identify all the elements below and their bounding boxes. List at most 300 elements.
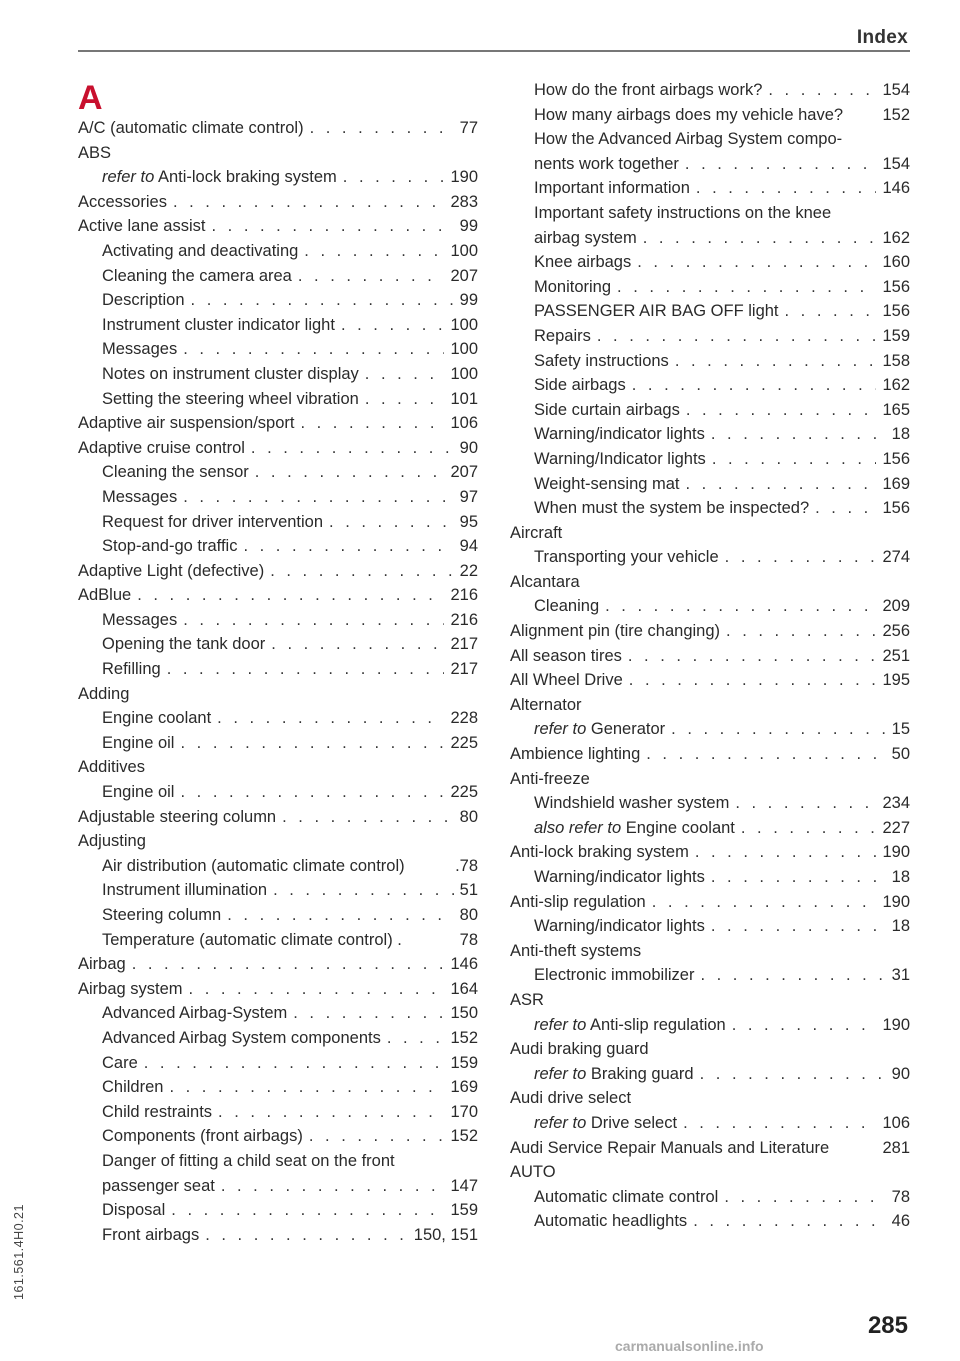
- entry-page-number: 18: [891, 917, 910, 936]
- index-entry: [510, 201, 910, 226]
- index-entry: [78, 1149, 478, 1174]
- leader-dots: [683, 1111, 876, 1136]
- entry-label: [102, 1100, 212, 1125]
- entry-page-number: 146: [882, 179, 910, 198]
- entry-page-number: 147: [450, 1176, 478, 1195]
- entry-label: [510, 1037, 649, 1062]
- entry-label: [510, 644, 622, 669]
- entry-label: [510, 767, 590, 792]
- entry-text: AUTO: [510, 1163, 556, 1182]
- leader-dots: [815, 496, 876, 521]
- index-entry: [78, 854, 478, 879]
- index-entry: [78, 411, 478, 436]
- entry-page-number: 251: [882, 646, 910, 665]
- entry-page-number: 274: [882, 548, 910, 567]
- index-entry: [510, 693, 910, 718]
- section-letter: A: [78, 79, 103, 117]
- entry-text: Instrument illumination: [102, 881, 268, 900]
- index-entry: [510, 103, 910, 128]
- index-entry: [78, 1001, 478, 1026]
- index-entry: [510, 78, 910, 103]
- index-entry: [78, 928, 478, 953]
- leader-dots: [191, 288, 454, 313]
- entry-page-number: 169: [882, 474, 910, 493]
- entry-label: [510, 840, 689, 865]
- index-entry: [78, 805, 478, 830]
- leader-dots: [329, 510, 454, 535]
- entry-page-number: 46: [891, 1212, 910, 1231]
- entry-text: Alcantara: [510, 572, 580, 591]
- entry-text: Opening the tank door: [102, 635, 266, 654]
- leader-dots: [724, 1185, 885, 1210]
- entry-text: Automatic headlights: [534, 1212, 688, 1231]
- leader-dots: [695, 840, 877, 865]
- cross-reference-label: refer to: [534, 1015, 587, 1034]
- entry-text: Anti-slip regulation: [510, 892, 646, 911]
- cross-reference-label: refer to: [534, 720, 587, 739]
- entry-text: Adaptive Light (defective): [78, 561, 265, 580]
- index-entry: [78, 731, 478, 756]
- entry-text: Active lane assist: [78, 217, 206, 236]
- leader-dots: [711, 422, 886, 447]
- entry-text: How many airbags does my vehicle have?: [534, 105, 844, 124]
- entry-label: [102, 1174, 215, 1199]
- cross-reference-label: refer to: [534, 1113, 587, 1132]
- entry-page-number: 156: [882, 302, 910, 321]
- entry-page-number: 156: [882, 277, 910, 296]
- entry-page-number: 154: [882, 154, 910, 173]
- leader-dots: [298, 264, 445, 289]
- index-entry: [510, 127, 910, 152]
- entry-text: nents work together: [534, 154, 679, 173]
- entry-label: [78, 952, 126, 977]
- index-entry: [78, 1026, 478, 1051]
- leader-dots: [221, 1174, 445, 1199]
- entry-page-number: 207: [450, 266, 478, 285]
- entry-text: passenger seat: [102, 1176, 215, 1195]
- entry-text: Generator: [590, 720, 666, 739]
- entry-label: [534, 472, 680, 497]
- leader-dots: [643, 226, 877, 251]
- leader-dots: [768, 78, 876, 103]
- entry-label: [102, 460, 249, 485]
- entry-text: AdBlue: [78, 586, 132, 605]
- entry-label: [534, 594, 599, 619]
- entry-text: Adjustable steering column: [78, 807, 277, 826]
- index-entry: [510, 299, 910, 324]
- entry-page-number: 101: [450, 389, 478, 408]
- leader-dots: [189, 977, 445, 1002]
- leader-dots: [785, 299, 877, 324]
- entry-page-number: 100: [450, 364, 478, 383]
- index-entry: [510, 545, 910, 570]
- entry-label: [102, 534, 237, 559]
- index-entry: [510, 226, 910, 251]
- leader-dots: [180, 780, 444, 805]
- entry-label: [102, 731, 174, 756]
- entry-label: [534, 250, 631, 275]
- entry-text: Knee airbags: [534, 253, 632, 272]
- entry-label: [510, 988, 544, 1013]
- entry-label: [102, 632, 265, 657]
- leader-dots: [183, 608, 444, 633]
- entry-label: [510, 742, 640, 767]
- entry-page-number: 227: [882, 818, 910, 837]
- leader-dots: [169, 1075, 444, 1100]
- entry-text: Anti-lock braking system: [510, 843, 689, 862]
- index-entry: [78, 1198, 478, 1223]
- entry-label: [78, 559, 264, 584]
- entry-text: Audi Service Repair Manuals and Literature: [510, 1138, 830, 1157]
- entry-page-number: 160: [882, 253, 910, 272]
- entry-label: [510, 693, 582, 718]
- entry-page-number: 80: [459, 807, 478, 826]
- entry-label: [510, 1086, 631, 1111]
- entry-label: [534, 127, 842, 152]
- leader-dots: [180, 731, 444, 756]
- entry-page-number: 22: [459, 561, 478, 580]
- entry-label: [534, 447, 706, 472]
- entry-label: [534, 1062, 694, 1087]
- entry-page-number: 150, 151: [413, 1225, 478, 1244]
- entry-label: [102, 928, 402, 953]
- entry-text: Alternator: [510, 695, 582, 714]
- index-entry: [78, 362, 478, 387]
- entry-label: [534, 496, 809, 521]
- entry-text: Airbag system: [78, 979, 183, 998]
- entry-text: Front airbags: [102, 1225, 200, 1244]
- entry-label: [534, 914, 705, 939]
- entry-text: Anti-lock braking system: [157, 168, 337, 187]
- entry-text: Aircraft: [510, 523, 563, 542]
- entry-text: A/C (automatic climate control): [78, 119, 304, 137]
- entry-label: [78, 682, 129, 707]
- entry-text: Messages: [102, 340, 178, 359]
- leader-dots: [183, 337, 444, 362]
- entry-page-number: 51: [459, 881, 478, 900]
- index-entry: [78, 878, 478, 903]
- entry-page-number: 50: [891, 745, 910, 764]
- entry-page-number: 156: [882, 449, 910, 468]
- entry-label: [534, 152, 679, 177]
- leader-dots: [255, 460, 445, 485]
- entry-page-number: 164: [450, 979, 478, 998]
- leader-dots: [741, 816, 877, 841]
- entry-page-number: 170: [450, 1102, 478, 1121]
- entry-label: [534, 176, 690, 201]
- entry-text: Audi braking guard: [510, 1040, 649, 1059]
- entry-page-number: 154: [882, 81, 910, 99]
- entry-page-number: 15: [891, 720, 910, 739]
- leader-dots: [711, 865, 886, 890]
- leader-dots: [173, 190, 445, 215]
- entry-label: [534, 816, 735, 841]
- entry-label: [102, 1051, 138, 1076]
- index-entry: [510, 988, 910, 1013]
- leader-dots: [597, 324, 877, 349]
- index-entry: [510, 1013, 910, 1038]
- entry-page-number: 78: [891, 1187, 910, 1206]
- leader-dots: [685, 152, 877, 177]
- entry-text: Engine oil: [102, 783, 175, 802]
- entry-text: Additives: [78, 758, 145, 777]
- index-entry: [510, 816, 910, 841]
- entry-label: [102, 485, 177, 510]
- leader-dots: [171, 1198, 444, 1223]
- entry-text: Engine coolant: [102, 709, 212, 728]
- entry-label: [102, 313, 335, 338]
- entry-page-number: 99: [459, 291, 478, 310]
- entry-text: PASSENGER AIR BAG OFF light: [534, 302, 779, 321]
- entry-label: [102, 337, 177, 362]
- entry-label: [102, 1149, 395, 1174]
- entry-text: Child restraints: [102, 1102, 213, 1121]
- index-entry: [78, 116, 478, 141]
- leader-dots: [686, 472, 877, 497]
- entry-text: Warning/indicator lights: [534, 868, 705, 886]
- leader-dots: [671, 717, 885, 742]
- leader-dots: [735, 791, 876, 816]
- entry-page-number: 256: [882, 622, 910, 641]
- entry-page-number: 100: [450, 340, 478, 359]
- leader-dots: [628, 644, 877, 669]
- entry-label: [78, 214, 205, 239]
- entry-text: Side airbags: [534, 376, 626, 395]
- entry-page-number: 78: [459, 930, 478, 949]
- index-entry: [510, 1160, 910, 1185]
- index-entry: [510, 152, 910, 177]
- index-entry: [78, 755, 478, 780]
- index-entry: [78, 829, 478, 854]
- entry-page-number: 162: [882, 376, 910, 395]
- entry-label: [102, 1124, 303, 1149]
- index-entry: [510, 1185, 910, 1210]
- index-entry: [510, 176, 910, 201]
- entry-label: [102, 1026, 381, 1051]
- index-entry: [510, 1111, 910, 1136]
- entry-text: Anti-theft systems: [510, 941, 642, 960]
- entry-text: Advanced Airbag System components: [102, 1028, 381, 1047]
- entry-text: Warning/indicator lights: [534, 425, 705, 444]
- leader-dots: [217, 706, 444, 731]
- leader-dots: [646, 742, 885, 767]
- left-entry-list: [78, 116, 478, 1247]
- entry-page-number: 190: [882, 892, 910, 911]
- entry-label: [78, 829, 146, 854]
- leader-dots: [271, 632, 444, 657]
- entry-label: [510, 668, 623, 693]
- entry-label: [78, 411, 294, 436]
- leader-dots: [167, 657, 445, 682]
- entry-text: Transporting your vehicle: [534, 548, 719, 567]
- leader-dots: [243, 534, 453, 559]
- entry-label: [78, 116, 304, 141]
- page-header-title: Index: [856, 27, 908, 48]
- entry-label: [534, 78, 762, 103]
- entry-text: Components (front airbags): [102, 1127, 303, 1146]
- leader-dots: [365, 387, 445, 412]
- entry-page-number: 18: [891, 425, 910, 444]
- entry-label: [102, 706, 211, 731]
- entry-page-number: 159: [450, 1201, 478, 1220]
- index-entry: [78, 706, 478, 731]
- leader-dots: [700, 963, 885, 988]
- index-entry: [78, 313, 478, 338]
- entry-text: Side curtain airbags: [534, 400, 680, 419]
- entry-page-number: 77: [459, 119, 478, 137]
- leader-dots: [629, 668, 877, 693]
- leader-dots: [309, 1124, 445, 1149]
- entry-text: Engine oil: [102, 733, 175, 752]
- entry-label: [78, 583, 131, 608]
- entry-page-number: 209: [882, 597, 910, 616]
- leader-dots: [211, 214, 453, 239]
- index-entry: [510, 717, 910, 742]
- entry-page-number: 100: [450, 315, 478, 334]
- entry-text: All season tires: [510, 646, 622, 665]
- entry-label: [102, 510, 323, 535]
- entry-page-number: 281: [882, 1138, 910, 1157]
- index-entry: [510, 275, 910, 300]
- entry-label: [534, 422, 705, 447]
- entry-page-number: 162: [882, 228, 910, 247]
- entry-text: Electronic immobilizer: [534, 966, 695, 985]
- entry-page-number: 152: [450, 1127, 478, 1146]
- entry-label: [510, 890, 646, 915]
- entry-label: [534, 373, 626, 398]
- entry-label: [534, 103, 843, 128]
- entry-text: Automatic climate control: [534, 1187, 719, 1206]
- entry-label: [102, 878, 267, 903]
- index-entry: [510, 939, 910, 964]
- entry-text: Messages: [102, 487, 178, 506]
- entry-text: Steering column: [102, 906, 222, 924]
- entry-label: [78, 805, 276, 830]
- leader-dots: [251, 436, 454, 461]
- entry-text: Cleaning the sensor: [102, 463, 249, 482]
- entry-label: [510, 570, 580, 595]
- index-entry: [510, 496, 910, 521]
- leader-dots: [205, 1223, 408, 1248]
- entry-label: [534, 398, 680, 423]
- entry-page-number: .78: [455, 856, 478, 875]
- leader-dots: [725, 545, 877, 570]
- entry-label: [534, 349, 669, 374]
- entry-text: Care: [102, 1053, 138, 1072]
- leader-dots: [693, 1209, 885, 1234]
- entry-page-number: 106: [882, 1113, 910, 1132]
- entry-label: [102, 780, 174, 805]
- entry-page-number: 152: [882, 105, 910, 124]
- entry-text: Cleaning the camera area: [102, 266, 292, 285]
- leader-dots: [605, 594, 876, 619]
- index-entry: [78, 460, 478, 485]
- entry-page-number: 158: [882, 351, 910, 370]
- entry-text: Airbag: [78, 955, 126, 974]
- index-entry: [78, 977, 478, 1002]
- leader-dots: [652, 890, 877, 915]
- watermark: carmanualsonline.info: [615, 1338, 764, 1354]
- entry-text: Messages: [102, 610, 178, 629]
- entry-text: Adaptive air suspension/sport: [78, 414, 295, 433]
- entry-page-number: 216: [450, 586, 478, 605]
- entry-page-number: 190: [882, 843, 910, 862]
- entry-label: [102, 1198, 165, 1223]
- entry-page-number: 94: [459, 537, 478, 556]
- entry-label: [102, 1075, 163, 1100]
- leader-dots: [132, 952, 445, 977]
- entry-text: Advanced Airbag-System: [102, 1004, 288, 1023]
- entry-page-number: 100: [450, 241, 478, 260]
- entry-text: Adjusting: [78, 832, 146, 851]
- leader-dots: [700, 1062, 886, 1087]
- entry-page-number: 31: [891, 966, 910, 985]
- entry-text: ABS: [78, 143, 112, 162]
- entry-page-number: 99: [459, 217, 478, 236]
- index-entry: [510, 594, 910, 619]
- entry-label: [534, 1111, 677, 1136]
- entry-label: [510, 619, 720, 644]
- entry-page-number: 217: [450, 660, 478, 679]
- page-number: 285: [867, 1312, 908, 1339]
- index-entry: [510, 668, 910, 693]
- entry-page-number: 156: [882, 499, 910, 518]
- entry-label: [102, 854, 405, 879]
- entry-label: [78, 977, 183, 1002]
- entry-text: Alignment pin (tire changing): [510, 622, 721, 641]
- leader-dots: [343, 165, 445, 190]
- entry-label: [534, 275, 611, 300]
- entry-page-number: 159: [882, 326, 910, 345]
- index-entry: [78, 141, 478, 166]
- leader-dots: [617, 275, 876, 300]
- index-entry: [78, 1223, 478, 1248]
- index-entry: [78, 559, 478, 584]
- index-entry: [510, 840, 910, 865]
- entry-text: Setting the steering wheel vibration: [102, 389, 359, 408]
- index-entry: [510, 250, 910, 275]
- entry-text: When must the system be inspected?: [534, 499, 810, 518]
- entry-label: [534, 1185, 718, 1210]
- entry-label: [102, 165, 337, 190]
- index-entry: [510, 767, 910, 792]
- entry-text: Refilling: [102, 660, 161, 679]
- index-entry: [78, 485, 478, 510]
- entry-page-number: 97: [459, 487, 478, 506]
- entry-label: [102, 264, 292, 289]
- entry-label: [534, 226, 637, 251]
- entry-text: Adding: [78, 684, 130, 703]
- index-entry: [78, 214, 478, 239]
- index-entry: [510, 865, 910, 890]
- entry-page-number: 90: [459, 438, 478, 457]
- entry-text: How the Advanced Airbag System compo-: [534, 130, 843, 149]
- entry-page-number: 95: [459, 512, 478, 531]
- entry-text: Audi drive select: [510, 1089, 632, 1108]
- entry-label: [510, 1160, 556, 1185]
- index-entry: [510, 890, 910, 915]
- entry-text: Ambience lighting: [510, 745, 641, 764]
- entry-page-number: 165: [882, 400, 910, 419]
- cross-reference-label: also refer to: [534, 818, 622, 837]
- entry-page-number: 283: [450, 192, 478, 211]
- index-entry: [78, 436, 478, 461]
- entry-page-number: 234: [882, 794, 910, 813]
- entry-label: [102, 288, 185, 313]
- index-entry: [510, 1037, 910, 1062]
- index-entry: [510, 349, 910, 374]
- entry-text: Engine coolant: [625, 818, 735, 837]
